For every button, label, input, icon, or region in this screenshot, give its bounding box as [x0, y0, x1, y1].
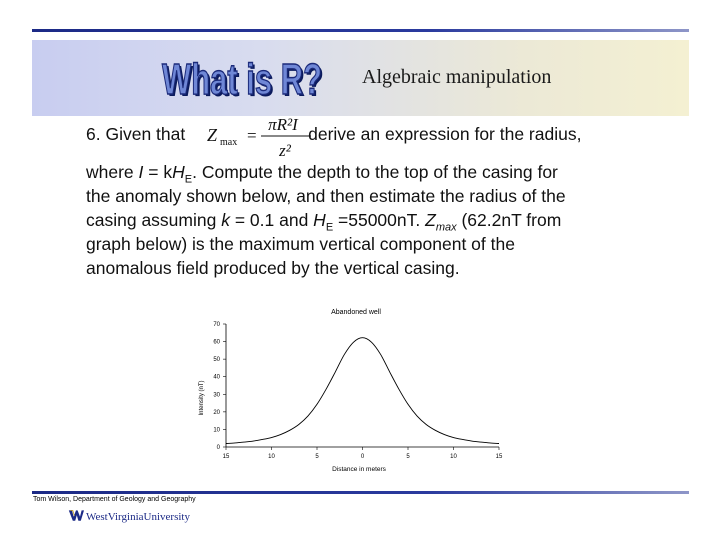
chart-axes — [223, 324, 499, 450]
chart-x-tick-label: 15 — [222, 454, 230, 460]
formula-numerator: πR²I — [268, 115, 298, 134]
chart-series — [226, 338, 499, 444]
chart-y-axis-label: Intensity (nT) — [199, 380, 205, 416]
sub-e: E — [184, 173, 193, 186]
title-banner — [32, 40, 689, 116]
formula-lhs-subscript: max — [220, 137, 238, 148]
line2-text-a: where — [86, 162, 139, 182]
chart-y-tick-label: 50 — [213, 357, 220, 364]
chart-y-tick-label: 70 — [213, 322, 220, 328]
chart-x-tick-label: 10 — [450, 454, 457, 460]
var-h-2: H — [313, 210, 326, 230]
var-h: H — [172, 162, 185, 182]
chart-x-tick-label: 15 — [495, 454, 503, 460]
chart-series-line-0 — [226, 338, 499, 444]
question-line1-suffix: derive an expression for the radius, — [308, 124, 582, 144]
wvu-logo-icon — [66, 508, 86, 524]
slide-subtitle: Algebraic manipulation — [362, 66, 552, 88]
chart-y-tick-label: 30 — [213, 392, 220, 399]
university-name: WestVirginiaUniversity — [86, 511, 190, 523]
slide-title — [158, 52, 326, 104]
top-divider — [32, 29, 689, 32]
slide-title-shadow: What is R? — [164, 57, 324, 104]
chart-title: Abandoned well — [331, 309, 381, 316]
chart-x-tick-label: 5 — [406, 454, 410, 460]
var-k: k — [221, 210, 230, 230]
line2-text-c: . Compute the depth to the top of the casing for — [192, 162, 558, 182]
sub-max: max — [435, 221, 457, 234]
formula-equals: = — [247, 126, 257, 145]
var-i: I — [138, 162, 144, 182]
zmax-formula — [205, 112, 317, 162]
formula-denominator: z² — [279, 141, 291, 160]
line4-text-b: = 0.1 and — [229, 210, 314, 230]
question-line-6: anomalous field produced by the vertical casing. — [86, 258, 460, 278]
line4-text-a: casing assuming — [86, 210, 222, 230]
slide-title-text: What is R? — [162, 55, 322, 104]
chart-x-axis-label: Distance in meters — [332, 466, 386, 473]
chart-y-tick-label: 40 — [213, 374, 220, 381]
line4-text-d: (62.2nT from — [456, 210, 562, 230]
chart-x-tick-label: 10 — [268, 454, 275, 460]
line2-text-b: = k — [143, 162, 173, 182]
abandoned-well-chart — [193, 302, 511, 480]
chart-y-tick-label: 20 — [213, 409, 220, 416]
chart-y-tick-label: 0 — [216, 445, 220, 451]
footer-credit: Tom Wilson, Department of Geology and Geography — [33, 496, 196, 503]
line4-text-c: =55000nT. — [333, 210, 426, 230]
sub-e-2: E — [325, 221, 334, 234]
chart-y-tick-label: 10 — [213, 427, 220, 434]
formula-lhs: Z — [207, 125, 218, 145]
chart-y-tick-label: 60 — [213, 339, 220, 346]
question-line-1 — [86, 122, 686, 146]
var-zmax: Z — [425, 210, 436, 230]
question-line-3: the anomaly shown below, and then estimate the radius of the — [86, 186, 566, 206]
chart-x-tick-label: 0 — [360, 454, 365, 460]
question-number-text: 6. Given that — [86, 124, 186, 144]
question-line-5: graph below) is the maximum vertical component of the — [86, 234, 515, 254]
bottom-divider — [32, 491, 689, 494]
chart-x-tick-label: 5 — [315, 454, 319, 460]
